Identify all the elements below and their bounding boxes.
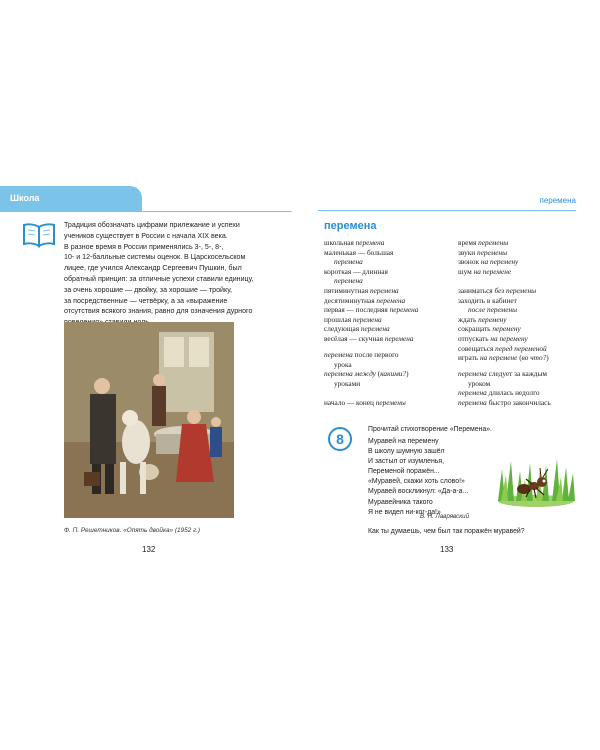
phrase-column-1b bbox=[324, 350, 409, 408]
intro-text bbox=[64, 220, 286, 328]
poem-line: Переменой поражён... bbox=[368, 468, 440, 476]
poem bbox=[368, 437, 468, 518]
intro-line: отсутствия всякого знания, равно для означения дурного bbox=[64, 307, 253, 316]
phrase-item: маленькая — большая bbox=[324, 247, 394, 257]
phrase-item: сокращать перемену bbox=[458, 324, 521, 334]
phrase-item: перемена быстро закончилась bbox=[458, 397, 551, 407]
phrase-item: звуки перемены bbox=[458, 247, 508, 257]
phrase-item: начало — конец перемены bbox=[324, 397, 406, 407]
poem-line: Я не видел ни-ког-да!» bbox=[368, 508, 441, 516]
phrase-item: перемена bbox=[334, 257, 363, 267]
phrase-item: перемена bbox=[334, 276, 363, 286]
poem-line: Муравейника такого bbox=[368, 498, 433, 506]
phrase-item: первая — последняя перемена bbox=[324, 305, 419, 315]
phrase-item: пятиминутная перемена bbox=[324, 285, 399, 295]
poem-line: «Муравей, скажи хоть слово!» bbox=[368, 478, 465, 486]
phrase-item: после перемены bbox=[468, 305, 518, 315]
page-number-right: 133 bbox=[440, 545, 454, 554]
header-divider-left bbox=[142, 211, 292, 212]
phrase-item: ждать перемену bbox=[458, 314, 507, 324]
phrase-item: следующая перемена bbox=[324, 324, 390, 334]
intro-line: за посредственные — четвёрку, а за «выражение bbox=[64, 296, 228, 305]
poem-line: Муравей воскликнул: «Да-а-а... bbox=[368, 488, 469, 496]
phrase-item: перемена после первого bbox=[324, 350, 399, 359]
page-number-left: 132 bbox=[142, 545, 156, 554]
phrase-item: шум на перемене bbox=[458, 266, 512, 276]
phrase-item: время перемены bbox=[458, 238, 509, 247]
poem-line: И застыл от изумленья, bbox=[368, 458, 445, 466]
phrase-column-2 bbox=[458, 238, 549, 363]
intro-line: Традиция обозначать цифрами прилежание и успехи bbox=[64, 221, 240, 229]
intro-line: за очень хорошие — двойку, за хорошие — тройку, bbox=[64, 285, 233, 294]
phrase-item: урока bbox=[334, 359, 352, 369]
painting-image bbox=[64, 322, 234, 518]
task-question: Как ты думаешь, чем был так поражён муравей? bbox=[368, 528, 525, 535]
poem-author: В. Н. Лаврявский bbox=[420, 513, 470, 520]
intro-line: лицее, где учился Александр Сергеевич Пушкин, был bbox=[64, 264, 242, 273]
phrase-column-2b bbox=[458, 369, 551, 407]
phrase-item: перемена длилась недолго bbox=[458, 388, 540, 398]
phrase-item: заниматься без перемены bbox=[458, 285, 537, 295]
painting-caption: Ф. П. Решетников. «Опять двойка» (1952 г.) bbox=[64, 527, 201, 534]
phrase-item: короткая — длинная bbox=[324, 266, 388, 276]
poem-line: Муравей на перемену bbox=[368, 438, 439, 445]
task-instruction: Прочитай стихотворение «Перемена». bbox=[368, 426, 492, 433]
intro-line: учеников существует в России с начала XIX века. bbox=[64, 231, 228, 240]
header-divider-right bbox=[318, 210, 576, 211]
section-title: Школа bbox=[10, 193, 40, 203]
intro-line: В разное время в России применялись 3-, 5-, 8-, bbox=[64, 242, 224, 251]
phrase-spacer bbox=[324, 388, 409, 398]
poem-line: В школу шумную зашёл bbox=[368, 448, 445, 456]
phrase-item: уроком bbox=[468, 378, 491, 388]
phrase-item: школьная перемена bbox=[324, 238, 385, 247]
phrase-item: уроками bbox=[334, 378, 361, 388]
phrase-item: заходить в кабинет bbox=[458, 295, 517, 305]
phrase-item: перемена следует за каждым bbox=[458, 369, 548, 378]
phrase-column-1 bbox=[324, 238, 418, 344]
open-book-icon bbox=[22, 222, 56, 248]
running-head: перемена bbox=[539, 196, 576, 205]
phrase-item: играть на перемене (во что?) bbox=[458, 353, 549, 363]
task-number-badge: 8 bbox=[328, 427, 352, 451]
phrase-item: отпускать на перемену bbox=[458, 333, 528, 343]
intro-line: обратный принцип: за отличные успехи ставили единицу, bbox=[64, 274, 254, 283]
phrase-item: звонок на перемену bbox=[458, 257, 519, 267]
word-heading: перемена bbox=[324, 220, 377, 232]
phrase-item: десятиминутная перемена bbox=[324, 295, 406, 305]
phrase-item: весёлая — скучная перемена bbox=[324, 333, 414, 343]
ant-illustration bbox=[496, 455, 576, 507]
section-tab bbox=[0, 186, 142, 212]
phrase-item: перемена между (какими?) bbox=[324, 369, 409, 379]
phrase-item: совещаться перед переменой bbox=[458, 343, 547, 353]
phrase-item: прошлая перемена bbox=[324, 314, 382, 324]
phrase-spacer bbox=[458, 276, 549, 286]
intro-line: 10- и 12-балльные системы оценок. В Царскосельском bbox=[64, 253, 246, 262]
